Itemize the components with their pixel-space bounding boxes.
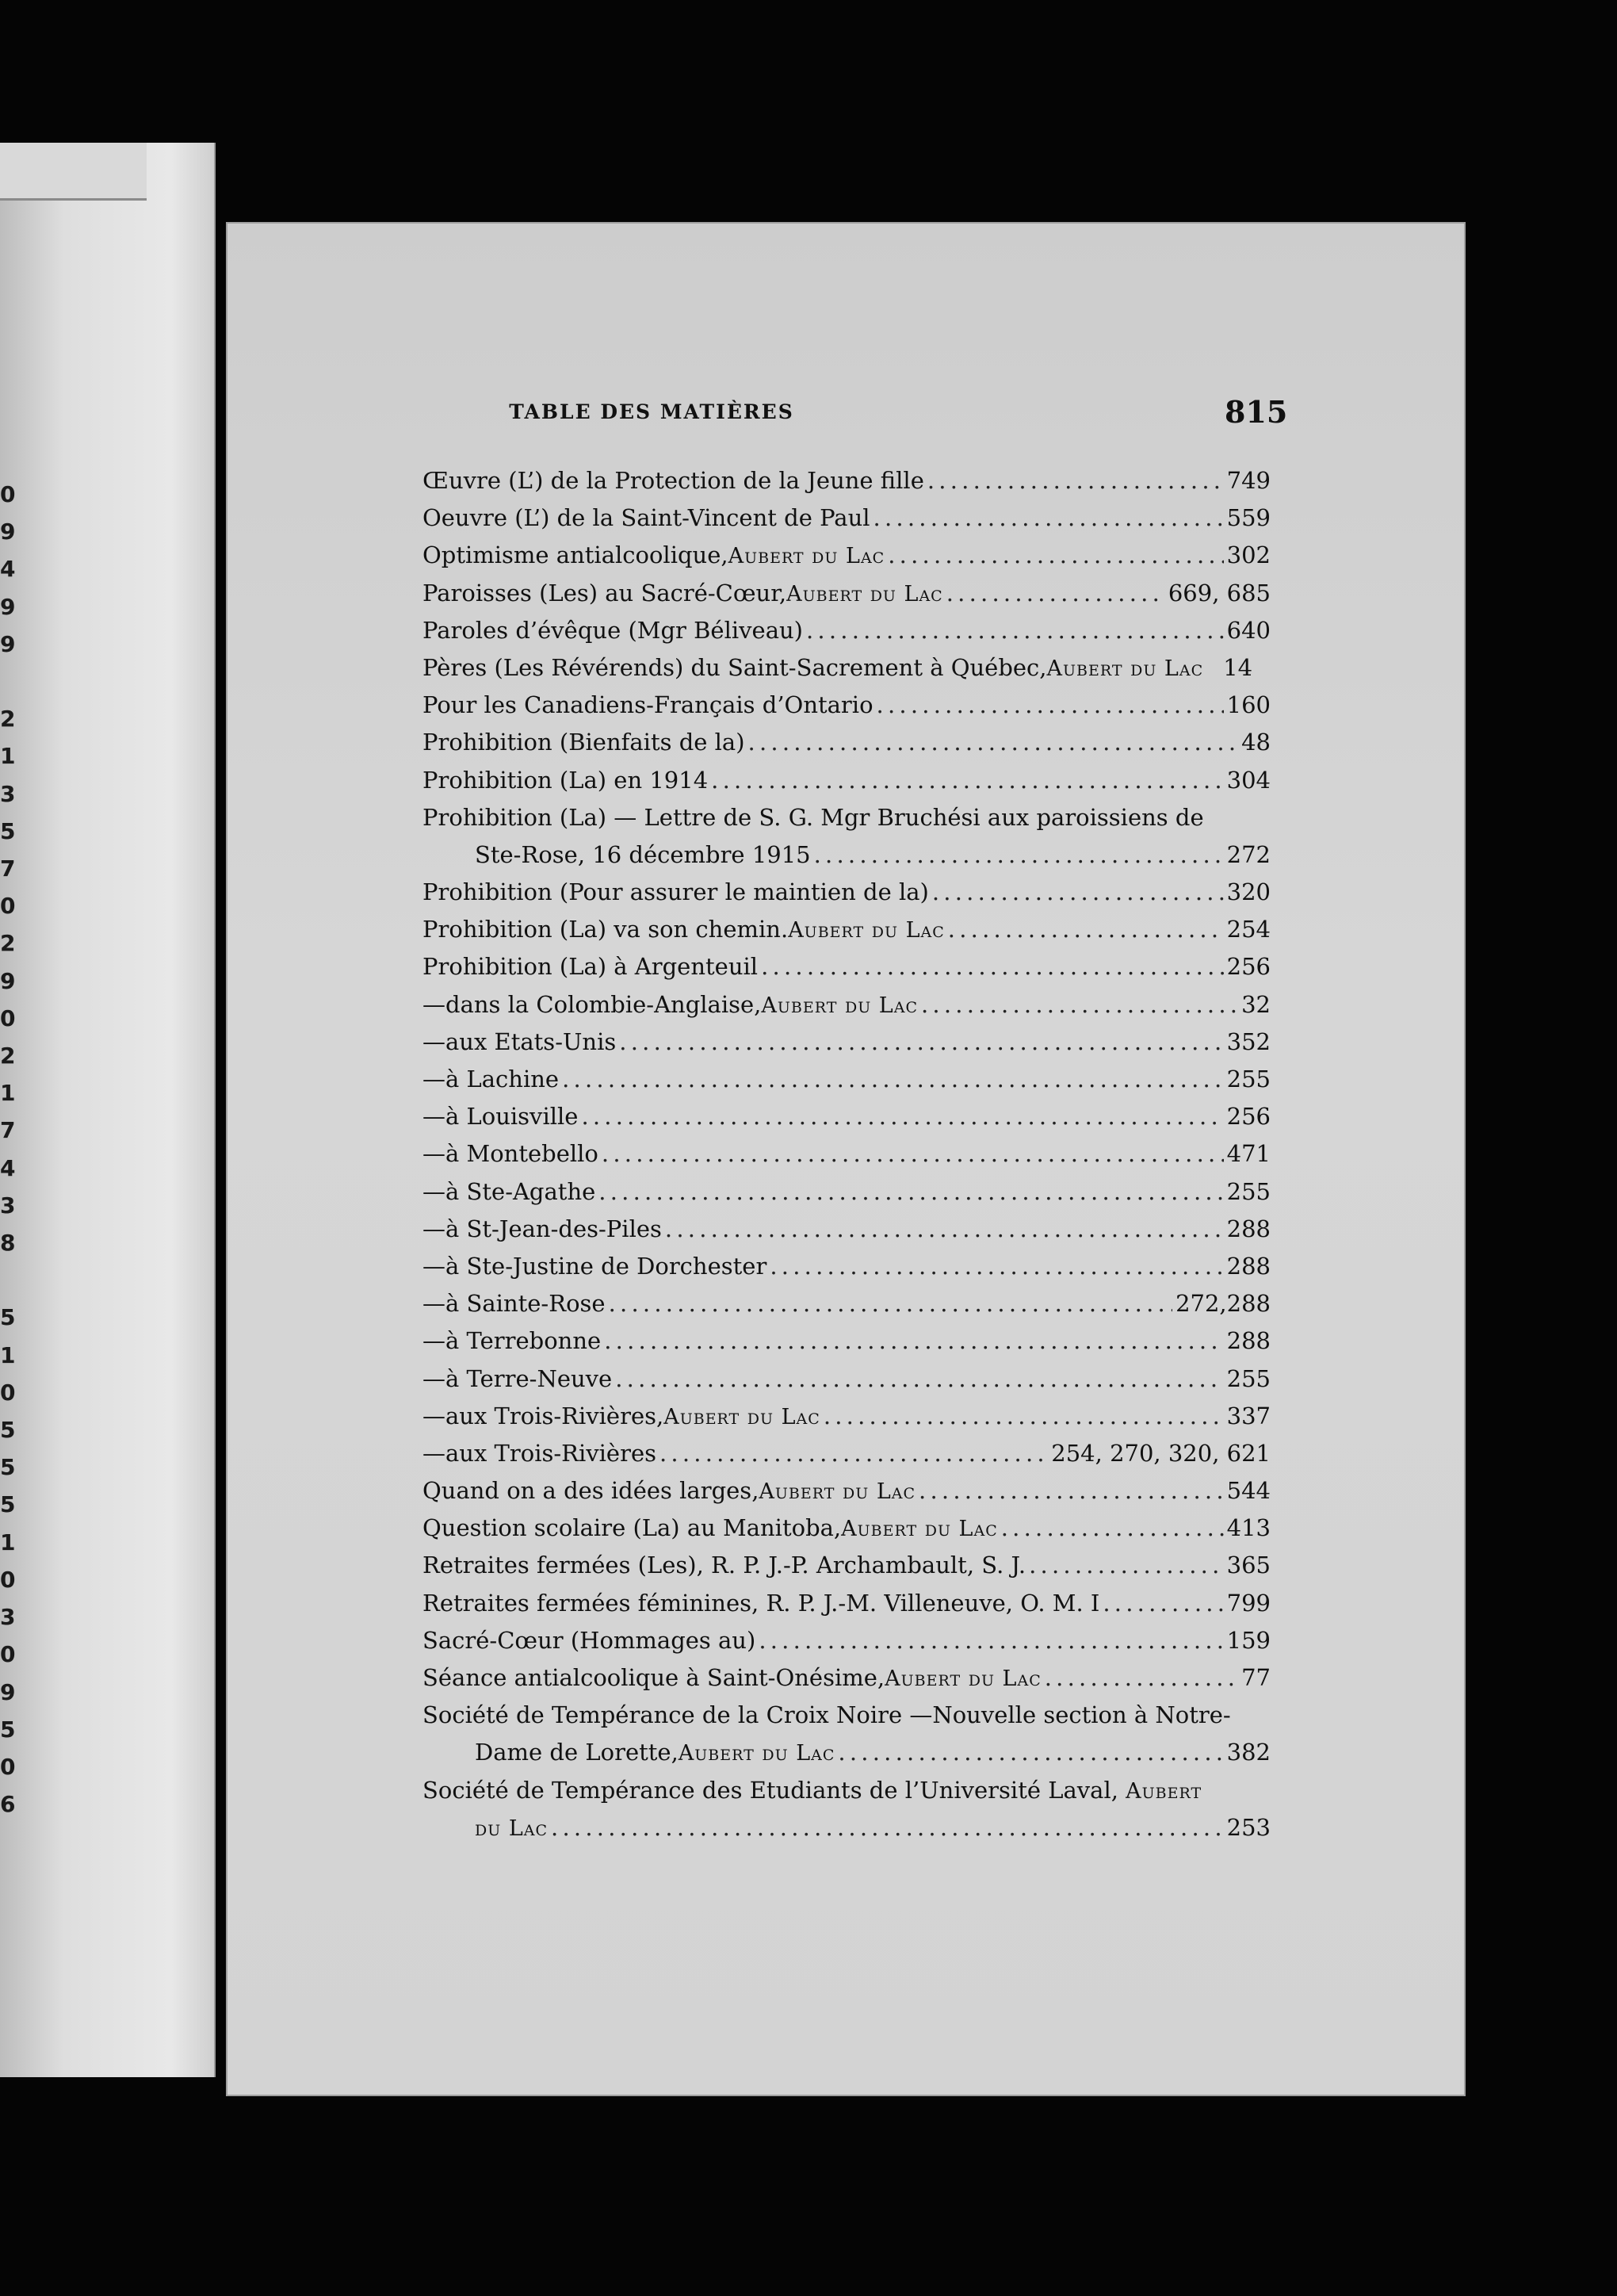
margin-number: 9 (0, 1678, 16, 1705)
dot-leader (598, 1173, 1223, 1211)
entry-author: du Lac (475, 1816, 549, 1841)
entry-page: 320 (1226, 878, 1271, 906)
margin-number: 2 (0, 706, 16, 733)
entry-title: Prohibition (La) en 1914 (422, 766, 709, 794)
entry-title: Prohibition (Pour assurer le maintien de la) (422, 878, 929, 906)
entry-continuation (422, 836, 1271, 874)
margin-number: 0 (0, 1753, 16, 1780)
dot-leader (873, 499, 1224, 537)
entry-page: 48 (1241, 729, 1271, 756)
dot-leader (921, 986, 1236, 1024)
toc-entry (422, 986, 1271, 1024)
entry-title: —à Montebello (422, 1140, 598, 1168)
toc-entry (422, 1585, 1271, 1622)
toc-entry (422, 649, 1271, 687)
toc-entry (422, 687, 1271, 724)
dot-leader (609, 1285, 1172, 1322)
margin-number: 9 (0, 630, 16, 657)
entry-page: 159 (1226, 1626, 1271, 1654)
dot-leader (619, 1024, 1223, 1061)
margin-number: 5 (0, 1491, 16, 1518)
dot-leader (748, 724, 1236, 761)
toc-entry (422, 1211, 1271, 1248)
toc-entry (422, 1098, 1271, 1135)
margin-number: 9 (0, 967, 16, 994)
dot-leader (551, 1809, 1224, 1846)
dot-leader (1103, 1585, 1223, 1622)
dot-leader (919, 1472, 1224, 1510)
entry-title: Question scolaire (La) au Manitoba, (422, 1514, 842, 1542)
entry-page: 304 (1226, 766, 1271, 794)
margin-number: 0 (0, 1641, 16, 1668)
dot-leader (948, 911, 1224, 948)
toc-entry (422, 1697, 1271, 1771)
margin-number: 9 (0, 593, 16, 620)
entry-author: Aubert du Lac (885, 1667, 1042, 1691)
entry-title: Société de Tempérance des Etudiants de l’Université Laval, (422, 1776, 1126, 1804)
entry-page: 559 (1226, 504, 1271, 532)
entry-page: 255 (1226, 1364, 1271, 1392)
toc-entry (422, 612, 1271, 649)
entry-continuation-text: Ste-Rose, 16 décembre 1915 (475, 840, 811, 868)
dot-leader (759, 1622, 1223, 1659)
entry-page: 749 (1226, 467, 1271, 494)
toc-entry (422, 1659, 1271, 1697)
toc-entry (422, 948, 1271, 985)
margin-number: 0 (0, 481, 16, 507)
entry-page: 254, 270, 320, 621 (1051, 1439, 1271, 1467)
entry-continuation (422, 1734, 1271, 1771)
entry-title: —à Ste-Justine de Dorchester (422, 1252, 767, 1280)
entry-title: —à Ste-Agathe (422, 1177, 596, 1205)
dot-leader (1029, 1547, 1224, 1584)
entry-author: Aubert (1126, 1778, 1202, 1804)
margin-number: 7 (0, 1117, 16, 1144)
toc-entry (422, 1322, 1271, 1360)
entry-title-line (422, 1772, 1271, 1809)
dot-leader (838, 1734, 1223, 1771)
entry-author: Aubert du Lac (788, 918, 945, 943)
margin-number: 5 (0, 1417, 16, 1444)
margin-number: 8 (0, 1230, 16, 1257)
entry-title: Oeuvre (L’) de la Saint-Vincent de Paul (422, 504, 870, 532)
dot-leader (659, 1435, 1048, 1472)
entry-title: Prohibition (La) va son chemin. (422, 916, 789, 943)
entry-title: —à Terre-Neuve (422, 1364, 613, 1392)
entry-author: Aubert du Lac (1046, 656, 1204, 681)
entry-page: 253 (1226, 1813, 1271, 1841)
margin-number (0, 1261, 14, 1299)
previous-page-edge (0, 143, 216, 2077)
entry-title: Retraites fermées féminines, R. P. J.-M. Villeneuve, O. M. I (422, 1589, 1100, 1617)
dot-leader (665, 1211, 1224, 1248)
entry-page: 272 (1226, 840, 1271, 868)
margin-number: 0 (0, 1004, 16, 1031)
toc-entry (422, 1061, 1271, 1098)
entry-page: 640 (1226, 616, 1271, 644)
entry-author: Aubert du Lac (678, 1741, 835, 1766)
entry-title: Pour les Canadiens-Français d’Ontario (422, 691, 873, 719)
entry-title: Paroles d’évêque (Mgr Béliveau) (422, 616, 803, 644)
entry-title: Société de Tempérance de la Croix Noire —Nouvelle section à Notre- (422, 1701, 1231, 1729)
entry-title: Optimisme antialcoolique, (422, 541, 728, 569)
running-head: TABLE DES MATIÈRES (509, 400, 794, 423)
margin-number: 1 (0, 1529, 16, 1556)
margin-number: 5 (0, 1454, 16, 1481)
entry-title: —à Lachine (422, 1066, 560, 1093)
dot-leader (581, 1098, 1223, 1135)
entry-page: 382 (1226, 1739, 1271, 1766)
entry-title: Œuvre (L’) de la Protection de la Jeune fille (422, 467, 924, 494)
toc-entry (422, 1547, 1271, 1584)
entry-title-line (422, 1697, 1271, 1734)
margin-number: 4 (0, 1154, 16, 1181)
toc-entry (422, 1248, 1271, 1285)
dot-leader (927, 462, 1224, 499)
margin-number (0, 663, 14, 700)
entry-page: 77 (1241, 1664, 1271, 1691)
margin-number: 2 (0, 1043, 16, 1070)
entry-title: —à Louisville (422, 1103, 579, 1131)
toc-entry (422, 1135, 1271, 1173)
dot-leader (946, 575, 1165, 612)
entry-continuation-text: Dame de Lorette, (475, 1739, 679, 1766)
entry-page: 302 (1226, 541, 1271, 569)
toc-entry (422, 762, 1271, 799)
dot-leader (615, 1360, 1223, 1398)
dot-leader (770, 1248, 1223, 1285)
margin-number: 1 (0, 1080, 16, 1107)
entry-title: Séance antialcoolique à Saint-Onésime, (422, 1664, 885, 1691)
entry-page: 288 (1226, 1252, 1271, 1280)
dot-leader (711, 762, 1223, 799)
entry-page: 288 (1226, 1327, 1271, 1355)
entry-page: 255 (1226, 1066, 1271, 1093)
toc-entry (422, 1622, 1271, 1659)
entry-page: 256 (1226, 1103, 1271, 1131)
page-number: 815 (1225, 394, 1288, 430)
entry-page: 544 (1226, 1477, 1271, 1505)
toc-entry (422, 499, 1271, 537)
entry-title: Sacré-Cœur (Hommages au) (422, 1626, 756, 1654)
entry-continuation (422, 1809, 1271, 1846)
dot-leader (932, 874, 1224, 911)
margin-number: 9 (0, 519, 16, 545)
dot-leader (602, 1135, 1224, 1173)
toc-entry (422, 575, 1271, 612)
toc-entry (422, 462, 1271, 499)
entry-page: 799 (1226, 1589, 1271, 1617)
entry-page: 413 (1226, 1514, 1271, 1542)
toc-entry (422, 1360, 1271, 1398)
entry-page: 288 (1226, 1215, 1271, 1242)
toc-entry (422, 911, 1271, 948)
entry-title: —à Terrebonne (422, 1327, 602, 1355)
toc-entry (422, 724, 1271, 761)
margin-number: 3 (0, 1192, 16, 1219)
margin-number: 1 (0, 743, 16, 770)
entry-author: Aubert du Lac (728, 544, 885, 569)
entry-author: Aubert du Lac (841, 1517, 998, 1542)
previous-page-margin-numbers (0, 476, 14, 1823)
entry-title: Pères (Les Révérends) du Saint-Sacrement à Québec, (422, 653, 1047, 681)
entry-page: 255 (1226, 1177, 1271, 1205)
toc-entry (422, 1772, 1271, 1846)
entry-title: Quand on a des idées larges, (422, 1477, 759, 1505)
toc-entry (422, 1510, 1271, 1547)
dot-leader (562, 1061, 1224, 1098)
dot-leader (761, 948, 1224, 985)
toc-entry (422, 1173, 1271, 1211)
margin-number: 6 (0, 1791, 16, 1818)
dot-leader (1045, 1659, 1236, 1697)
entry-title: —aux Trois-Rivières (422, 1439, 656, 1467)
dot-leader (814, 836, 1224, 874)
entry-page: 669, 685 (1168, 579, 1271, 607)
entry-author: Aubert du Lac (663, 1404, 820, 1429)
entry-author: Aubert du Lac (786, 581, 943, 607)
toc-entry (422, 537, 1271, 574)
margin-number: 0 (0, 893, 16, 920)
entry-page: 272,288 (1175, 1290, 1271, 1318)
entry-title: —aux Trois-Rivières, (422, 1402, 664, 1429)
entry-title: —aux Etats-Unis (422, 1027, 617, 1055)
previous-page-fold (0, 143, 147, 201)
margin-number: 1 (0, 1341, 16, 1368)
toc-entry (422, 1398, 1271, 1435)
toc-entry (422, 1285, 1271, 1322)
entry-page: 471 (1226, 1140, 1271, 1168)
entry-title: Prohibition (La) à Argenteuil (422, 953, 759, 981)
entry-page: 160 (1226, 691, 1271, 719)
entry-page: 365 (1226, 1552, 1271, 1579)
dot-leader (806, 612, 1224, 649)
entry-author: Aubert du Lac (761, 993, 918, 1018)
margin-number: 7 (0, 855, 16, 882)
entry-page: 254 (1226, 916, 1271, 943)
entry-title: —dans la Colombie-Anglaise, (422, 990, 762, 1018)
toc-entry (422, 1472, 1271, 1510)
dot-leader (824, 1398, 1224, 1435)
margin-number: 2 (0, 930, 16, 957)
margin-number: 4 (0, 556, 16, 583)
margin-number: 0 (0, 1566, 16, 1593)
dot-leader (877, 687, 1224, 724)
entry-page: 32 (1241, 990, 1271, 1018)
entry-title: Prohibition (La) — Lettre de S. G. Mgr Bruchési aux paroissiens de (422, 803, 1204, 831)
entry-title-line (422, 799, 1271, 836)
entry-title: —à Sainte-Rose (422, 1290, 606, 1318)
margin-number: 5 (0, 1304, 16, 1331)
dot-leader (1001, 1510, 1224, 1547)
margin-number: 5 (0, 817, 16, 844)
entry-page: 14 (1223, 653, 1253, 681)
table-of-contents (422, 462, 1271, 1846)
margin-number: 3 (0, 780, 16, 807)
entry-title: Prohibition (Bienfaits de la) (422, 729, 745, 756)
margin-number: 0 (0, 1379, 16, 1406)
entry-page: 337 (1226, 1402, 1271, 1429)
toc-entry (422, 799, 1271, 874)
entry-title: —à St-Jean-des-Piles (422, 1215, 662, 1242)
entry-page: 256 (1226, 953, 1271, 981)
margin-number: 3 (0, 1604, 16, 1631)
toc-entry (422, 1435, 1271, 1472)
dot-leader (888, 537, 1223, 574)
toc-entry (422, 874, 1271, 911)
entry-title: Retraites fermées (Les), R. P. J.-P. Archambault, S. J. (422, 1552, 1026, 1579)
entry-page: 352 (1226, 1027, 1271, 1055)
margin-number: 5 (0, 1716, 16, 1743)
toc-entry (422, 1024, 1271, 1061)
dot-leader (604, 1322, 1223, 1360)
entry-author: Aubert du Lac (759, 1479, 916, 1505)
entry-title: Paroisses (Les) au Sacré-Cœur, (422, 579, 787, 607)
